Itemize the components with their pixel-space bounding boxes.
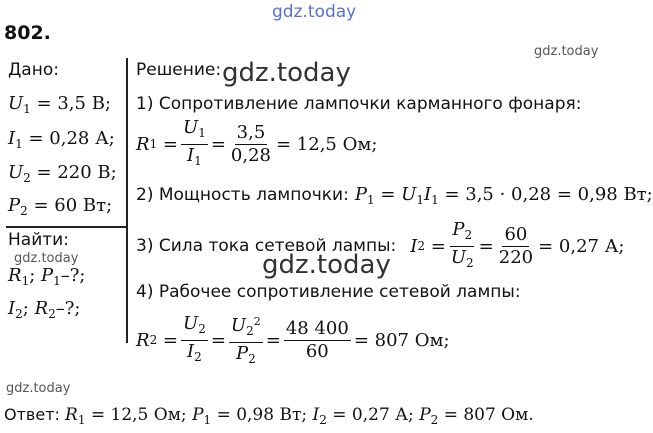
watermark-right: gdz.today	[534, 44, 599, 59]
step-3-result: = 0,27 А;	[538, 235, 625, 257]
watermark-top: gdz.today	[272, 2, 357, 22]
step-2-formula: = 3,5 · 0,28 = 0,98 Вт;	[444, 184, 653, 205]
fraction-p2-u2: $\frac{P_2}{U_2}$	[450, 218, 474, 270]
step-1-formula: R 1 = $\frac{U_1}{I_1}$ = $\frac{3,5}{0,28}$ = 12,5 Ом;	[136, 118, 377, 170]
problem-number: 802.	[4, 22, 51, 44]
given-p2: $P_2 = 60$ Вт;	[8, 195, 113, 218]
answer-r1: = 12,5 Ом;	[90, 405, 187, 425]
given-heading: Дано:	[8, 60, 59, 80]
find-heading: Найти:	[8, 230, 69, 250]
given-u1-value: = 3,5 В;	[36, 93, 111, 114]
solution-heading: Решение:	[136, 60, 222, 80]
answer-p1: = 0,98 Вт;	[216, 405, 308, 425]
watermark-large-1: gdz.today	[222, 58, 351, 88]
given-i1: $I_1 = 0,28$ А;	[8, 128, 115, 151]
step-2: 2) Мощность лампочки: $P_1 = U_1I_1 = 3,5 \cdot 0,28 = 0,98$ Вт;	[136, 184, 653, 207]
find-line-2-text: –?;	[55, 298, 81, 319]
given-u2-value: = 220 В;	[36, 162, 117, 183]
answer-line: Ответ: $R_1 = 12,5$ Ом; $P_1 = 0,98$ Вт; $I_2 = 0,27$ А; $P_2 = 807$ Ом.	[4, 405, 534, 427]
step-2-text: 2) Мощность лампочки:	[136, 185, 349, 205]
divider-vertical	[126, 58, 128, 343]
fraction-step-3: $\frac{60}{220}$	[498, 223, 534, 268]
fraction-u2sq-p2: $\frac{U_2^2}{P_2}$	[229, 312, 263, 369]
fraction-u2-i2: $\frac{U_2}{I_2}$	[183, 312, 206, 364]
fraction-step-4: $\frac{48 400}{60}$	[285, 317, 349, 362]
find-line-2: $I_2$; $R_2-$?;	[8, 298, 81, 321]
given-u2: $U_2 = 220$ В;	[8, 162, 117, 185]
step-1-text: 1) Сопротивление лампочки карманного фонаря:	[136, 94, 582, 114]
given-i1-value: = 0,28 А;	[28, 128, 115, 149]
fraction-step-1: $\frac{3,5}{0,28}$	[230, 121, 271, 166]
step-3: 3) Сила тока сетевой лампы: I 2 = $\frac{P_2}{U_2}$ = $\frac{60}{220}$ = 0,27 А;	[136, 220, 624, 272]
find-line-1: $R_1$; $P_1-$?;	[8, 265, 86, 288]
fraction-u1-i1: $\frac{U_1}{I_1}$	[183, 116, 206, 168]
step-4-formula: R 2 = $\frac{U_2}{I_2}$ = $\frac{U_2^2}{P_2}$ = $\frac{48 400}{60}$ = 807 Ом;	[136, 312, 450, 368]
divider-horizontal	[6, 226, 127, 228]
find-line-1-text: –?;	[60, 265, 86, 286]
watermark-bottom: gdz.today	[6, 381, 71, 396]
given-u1: $U_1 = 3,5$ В;	[8, 93, 111, 116]
answer-i2: = 0,27 А;	[332, 405, 414, 425]
answer-label: Ответ:	[4, 405, 60, 424]
given-p2-value: = 60 Вт;	[33, 195, 113, 216]
watermark-left: gdz.today	[14, 251, 79, 266]
step-4-result: = 807 Ом;	[353, 329, 450, 351]
watermark-large-2: gdz.today	[262, 250, 391, 280]
step-1-result: = 12,5 Ом;	[276, 133, 378, 155]
step-4-text: 4) Рабочее сопротивление сетевой лампы:	[136, 282, 521, 302]
step-3-text: 3) Сила тока сетевой лампы:	[136, 236, 397, 256]
answer-p2: = 807 Ом.	[443, 405, 534, 425]
